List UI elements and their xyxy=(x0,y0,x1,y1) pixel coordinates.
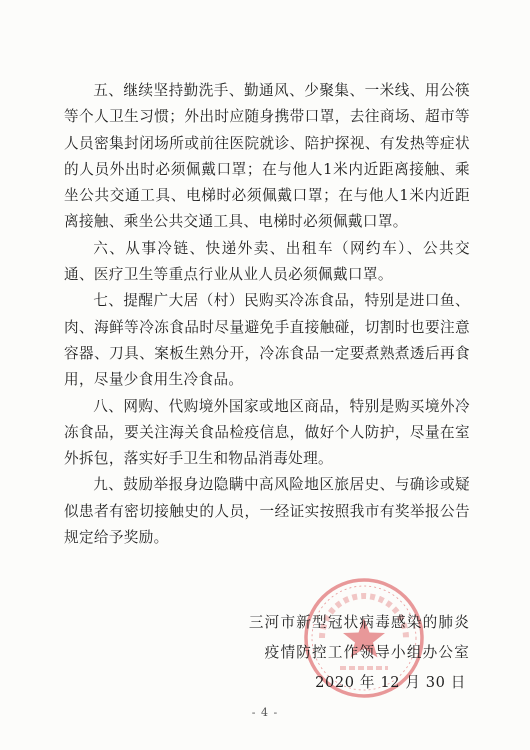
paragraph-7: 七、提醒广大居（村）民购买冷冻食品，特别是进口鱼、肉、海鲜等冷冻食品时尽量避免手直接触碰，切割时也要注意容器、刀具、案板生熟分开，冷冻食品一定要煮熟煮透后再食用，尽量少食用生冷食品。 xyxy=(64,292,470,389)
paragraph-9: 九、鼓励举报身边隐瞒中高风险地区旅居史、与确诊或疑似患者有密切接触史的人员，一经证实按照我市有奖举报公告规定给予奖励。 xyxy=(64,476,470,547)
signature-block xyxy=(230,608,470,698)
paragraph-5: 五、继续坚持勤洗手、勤通风、少聚集、一米线、用公筷等个人卫生习惯；外出时应随身携带口罩，去往商场、超市等人员密集封闭场所或前往医院就诊、陪护探视、有发热等症状的人员外出时必须佩戴口罩；在与他人1米内近距离接触、乘坐公共交通工具、电梯时必须佩戴口罩；在与他人1米内近距离接触、乘坐公共交通工具、电梯时必须佩戴口罩。 xyxy=(64,82,470,231)
paragraph-8: 八、网购、代购境外国家或地区商品，特别是购买境外冷冻食品，要关注海关食品检疫信息，做好个人防护，尽量在室外拆包，落实好手卫生和物品消毒处理。 xyxy=(64,397,470,468)
issue-date: 2020 年 12 月 30 日 xyxy=(315,674,466,691)
issuing-office-line-1: 三河市新型冠状病毒感染的肺炎 xyxy=(248,614,470,631)
paragraph-6: 六、从事冷链、快递外卖、出租车（网约车）、公共交通、医疗卫生等重点行业从业人员必须佩戴口罩。 xyxy=(64,239,470,284)
page-number: - 4 - xyxy=(251,706,279,719)
document-body xyxy=(64,78,470,551)
issuing-office-line-2: 疫情防控工作领导小组办公室 xyxy=(264,644,470,661)
